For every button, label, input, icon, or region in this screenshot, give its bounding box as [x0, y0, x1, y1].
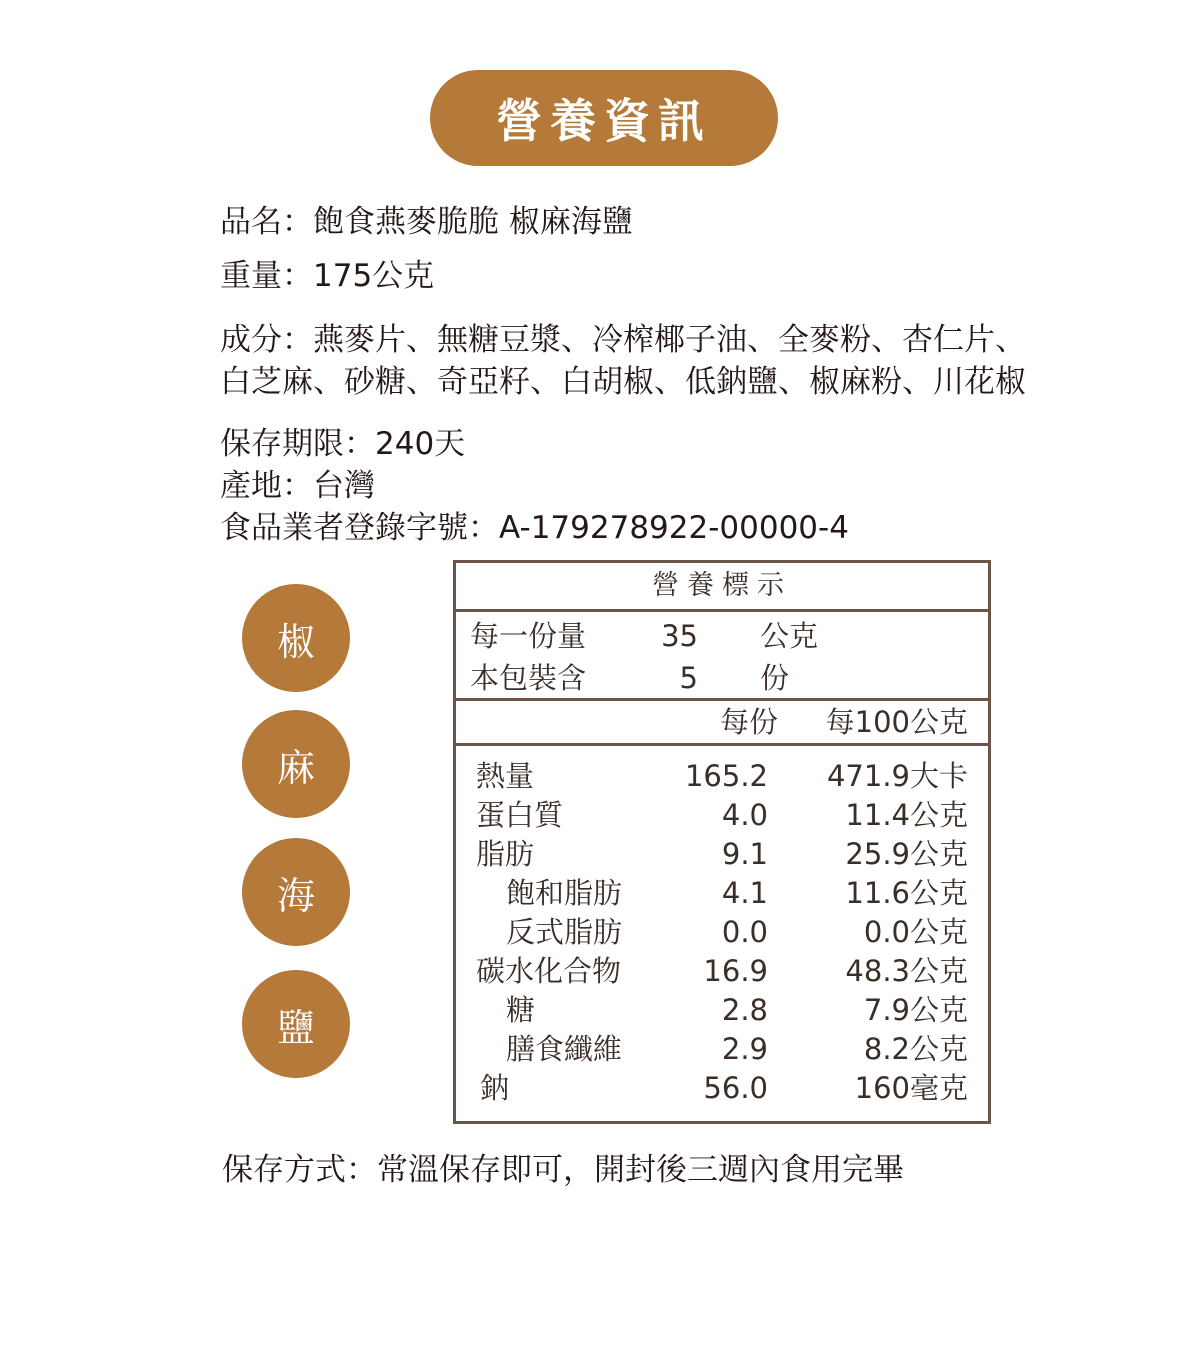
nutrient-per-serving: 165.2 [684, 759, 768, 793]
product-name: 品名：飽食燕麥脆脆 椒麻海鹽 [220, 204, 633, 240]
nutrient-per-100g: 11.6公克 [845, 876, 968, 910]
ingredients-line-2: 白芝麻、砂糖、奇亞籽、白胡椒、低鈉鹽、椒麻粉、川花椒 [220, 364, 1026, 400]
col-per-serving: 每份 [719, 705, 778, 739]
nutrient-per-100g: 471.9大卡 [826, 759, 968, 793]
badge-numbing: 麻 [242, 710, 350, 818]
pack-value: 5 [679, 661, 698, 695]
nutrient-name: 熱量 [476, 759, 535, 793]
ingredients-line-1: 成分：燕麥片、無糖豆漿、冷榨椰子油、全麥粉、杏仁片、 [220, 322, 1026, 358]
serving-label: 每一份量 [470, 619, 587, 653]
storage-instructions: 保存方式：常溫保存即可，開封後三週內食用完畢 [222, 1152, 904, 1188]
nutrient-name: 膳食纖維 [506, 1032, 623, 1066]
nutrition-heading: 營養標示 [456, 563, 988, 612]
nutrient-per-100g: 160毫克 [854, 1071, 968, 1105]
origin: 產地：台灣 [220, 468, 375, 504]
badge-sea: 海 [242, 838, 350, 946]
col-per-100g: 每100公克 [825, 705, 968, 739]
nutrient-per-100g: 7.9公克 [863, 993, 968, 1027]
nutrient-per-100g: 25.9公克 [845, 837, 968, 871]
nutrient-per-100g: 48.3公克 [845, 954, 968, 988]
nutrition-facts-table [453, 560, 991, 1124]
pack-label: 本包裝含 [470, 661, 587, 695]
serving-unit: 公克 [760, 619, 819, 653]
nutrient-per-100g: 8.2公克 [863, 1032, 968, 1066]
serving-value: 35 [661, 619, 698, 653]
nutrient-per-100g: 0.0公克 [863, 915, 968, 949]
nutrient-per-serving: 4.0 [721, 798, 768, 832]
nutrient-name: 蛋白質 [476, 798, 564, 832]
serving-info [456, 612, 988, 701]
nutrient-name: 糖 [506, 993, 536, 1027]
badge-salt: 鹽 [242, 970, 350, 1078]
badge-pepper: 椒 [242, 584, 350, 692]
page-title: 營養資訊 [430, 70, 778, 166]
nutrient-name: 鈉 [480, 1071, 510, 1105]
nutrient-per-serving: 9.1 [721, 837, 768, 871]
nutrient-per-serving: 2.9 [721, 1032, 768, 1066]
nutrient-per-serving: 4.1 [721, 876, 768, 910]
nutrient-name: 飽和脂肪 [506, 876, 623, 910]
nutrient-name: 碳水化合物 [476, 954, 622, 988]
nutrient-per-serving: 56.0 [703, 1071, 768, 1105]
nutrient-per-serving: 16.9 [703, 954, 768, 988]
nutrient-per-serving: 2.8 [721, 993, 768, 1027]
pack-unit: 份 [760, 661, 790, 695]
nutrient-name: 反式脂肪 [506, 915, 623, 949]
shelf-life: 保存期限：240天 [220, 426, 466, 462]
registration-number: 食品業者登錄字號：A-179278922-00000-4 [220, 510, 849, 546]
product-weight: 重量：175公克 [220, 258, 435, 294]
nutrient-name: 脂肪 [476, 837, 535, 871]
column-headers [456, 701, 988, 746]
nutrient-per-100g: 11.4公克 [845, 798, 968, 832]
nutrient-per-serving: 0.0 [721, 915, 768, 949]
